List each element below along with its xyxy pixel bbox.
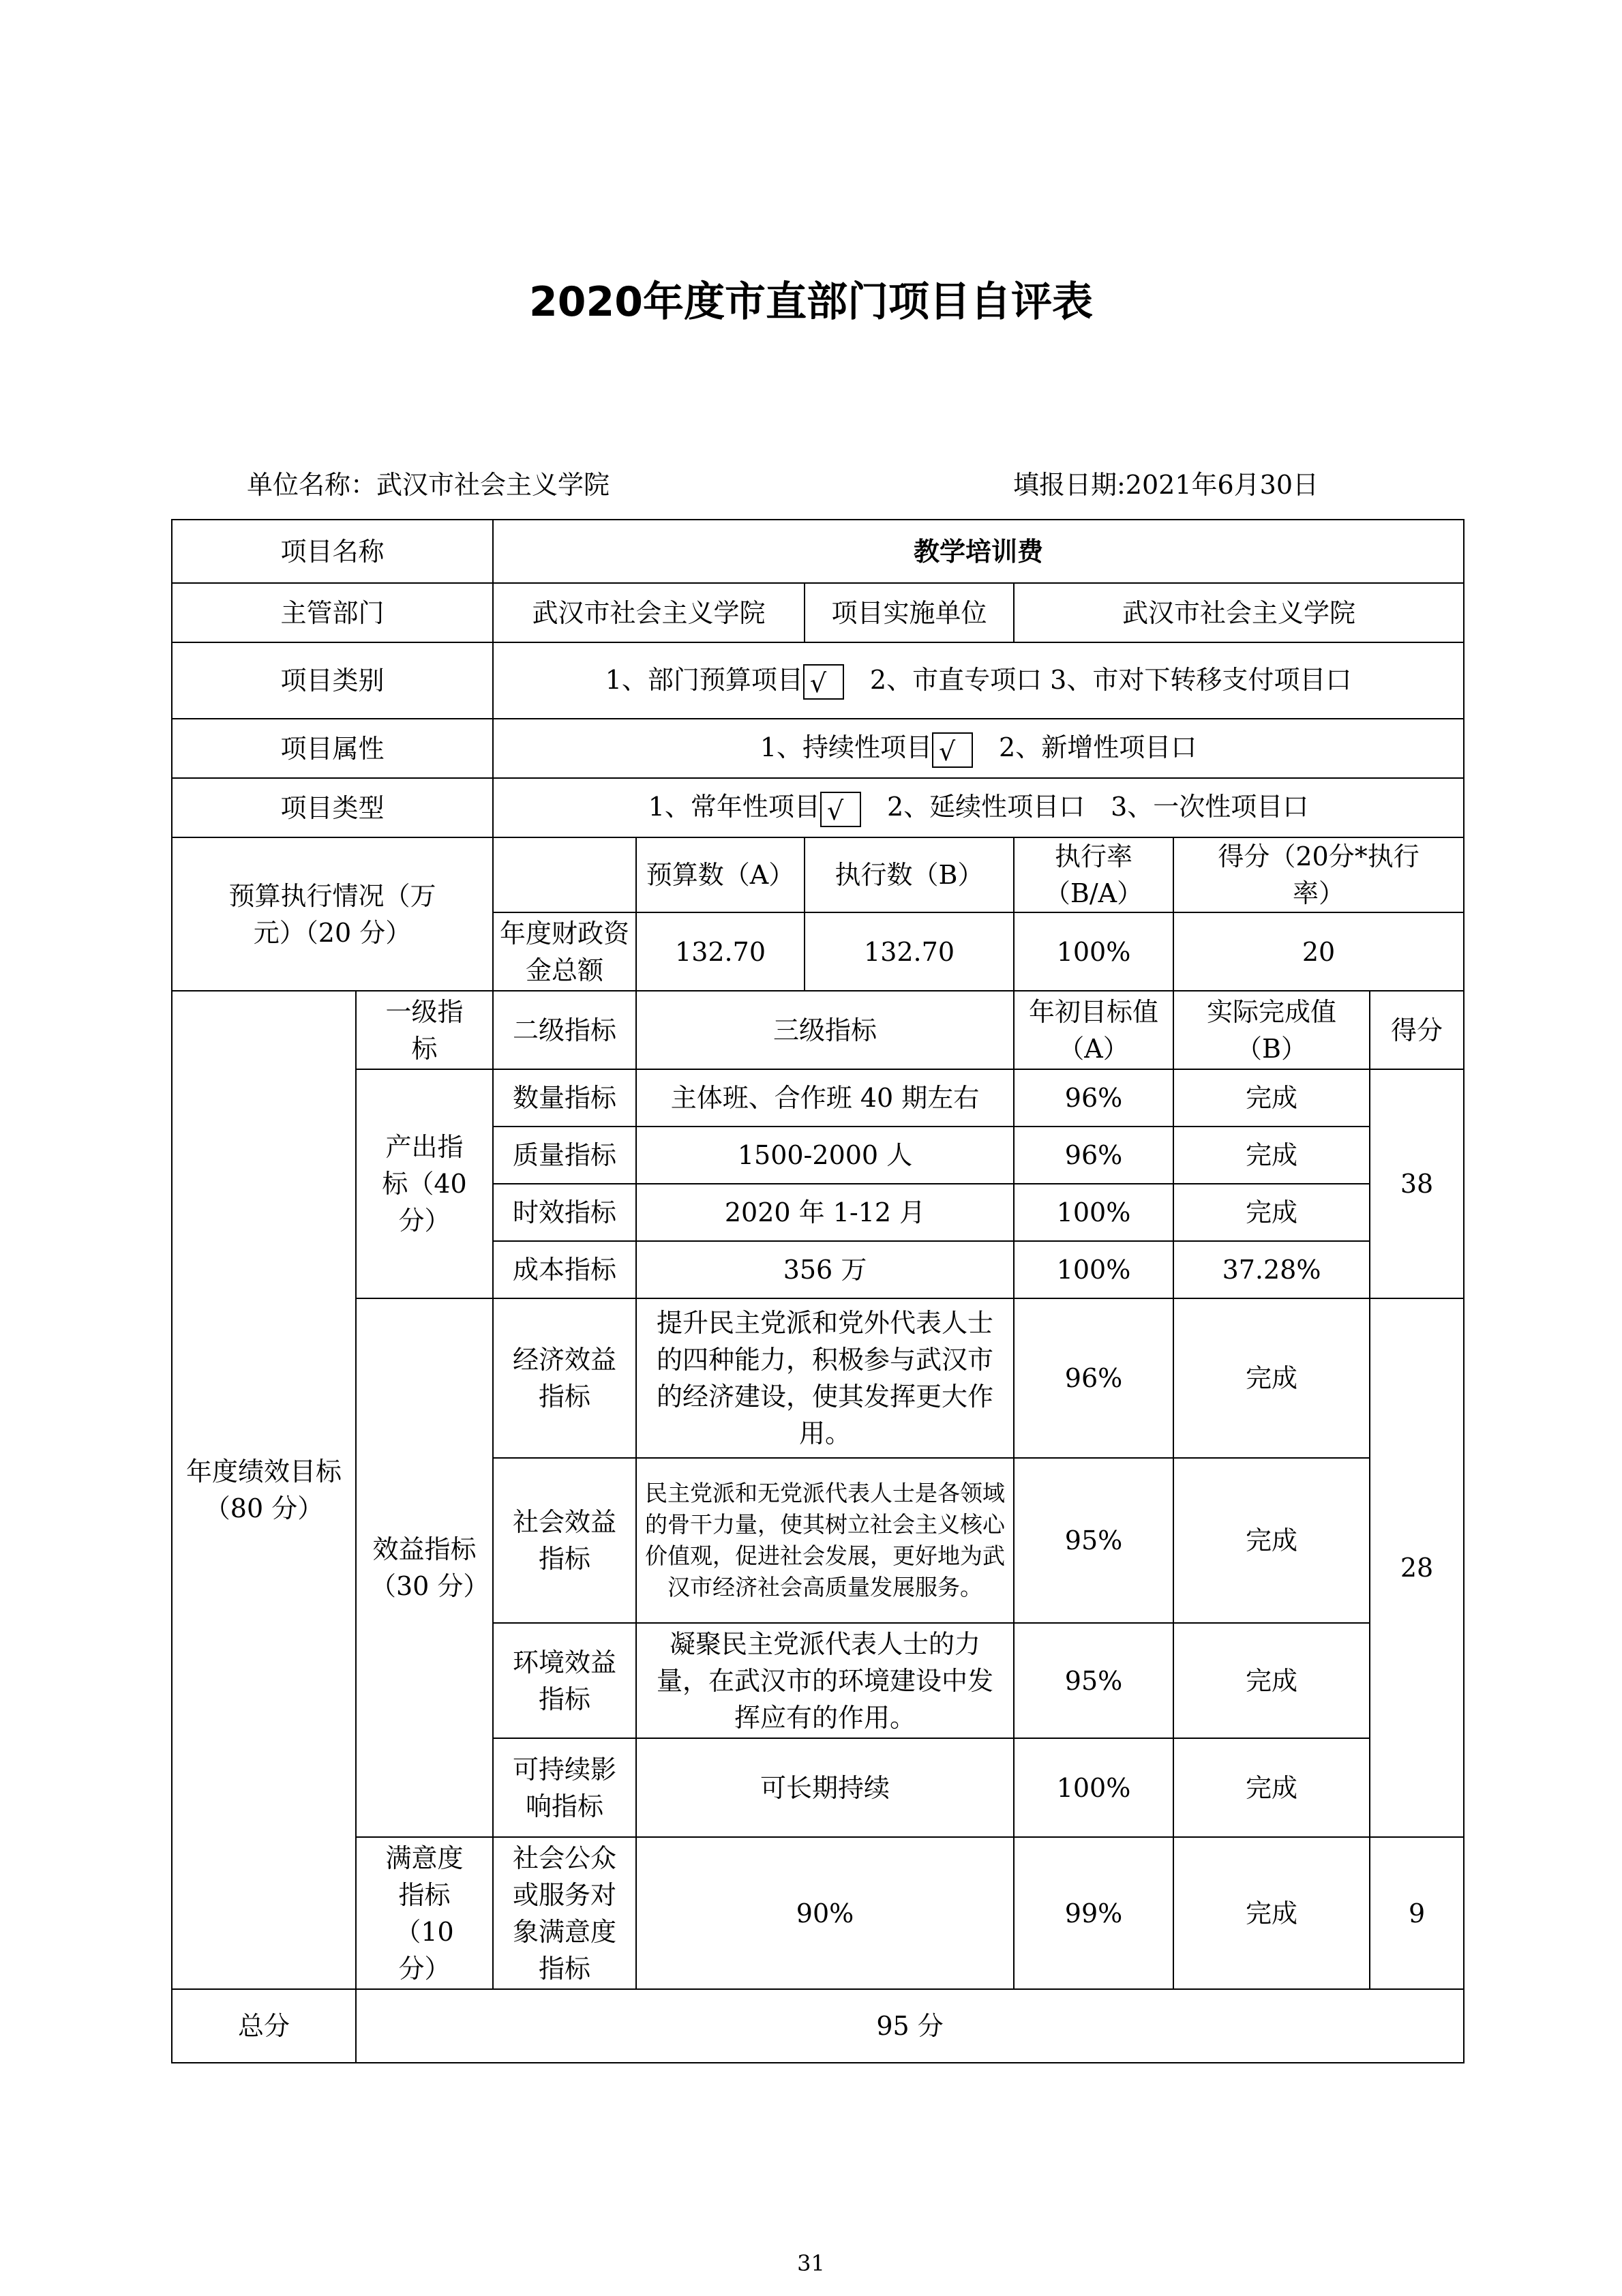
project-name: 教学培训费	[493, 520, 1464, 583]
category-option-1: 1、部门预算项目	[605, 664, 803, 695]
l2-cell: 社会公众或服务对象满意度指标	[493, 1837, 636, 1989]
target-cell: 96%	[1014, 1127, 1173, 1184]
type-options	[493, 778, 1464, 837]
benefit-score: 28	[1370, 1298, 1464, 1837]
target-cell: 95%	[1014, 1458, 1173, 1623]
l2-cell: 环境效益指标	[493, 1623, 636, 1738]
attribute-option-1: 1、持续性项目	[760, 732, 933, 763]
evaluation-table	[171, 519, 1465, 2063]
table-row	[172, 583, 1464, 642]
impl-value: 武汉市社会主义学院	[1014, 583, 1464, 642]
budget-blank	[493, 837, 636, 912]
budget-col-b: 执行数（B）	[805, 837, 1014, 912]
l3-cell: 90%	[636, 1837, 1014, 1989]
table-row	[172, 1837, 1464, 1989]
actual-cell: 完成	[1173, 1184, 1370, 1241]
table-row	[172, 520, 1464, 583]
attribute-options	[493, 719, 1464, 778]
total-label: 总分	[172, 1989, 356, 2063]
header-l3: 三级指标	[636, 991, 1014, 1069]
total-value: 95 分	[356, 1989, 1464, 2063]
checkbox-checked: √	[820, 792, 861, 827]
perf-label: 年度绩效目标（80 分）	[172, 991, 356, 1989]
l3-cell: 民主党派和无党派代表人士是各领域的骨干力量，使其树立社会主义核心价值观，促进社会发展，更好地为武汉市经济社会高质量发展服务。	[636, 1458, 1014, 1623]
type-label: 项目类型	[172, 778, 493, 837]
type-other-options: 2、延续性项目口 3、一次性项目口	[886, 792, 1309, 822]
actual-cell: 完成	[1173, 1127, 1370, 1184]
l2-cell: 数量指标	[493, 1069, 636, 1127]
checkbox-checked: √	[932, 732, 973, 768]
page-number: 31	[797, 2250, 825, 2276]
header-l1: 一级指标	[356, 991, 493, 1069]
table-row	[172, 719, 1464, 778]
target-cell: 100%	[1014, 1241, 1173, 1298]
actual-cell: 37.28%	[1173, 1241, 1370, 1298]
target-cell: 99%	[1014, 1837, 1173, 1989]
l2-cell: 质量指标	[493, 1127, 636, 1184]
header-target: 年初目标值（A）	[1014, 991, 1173, 1069]
project-name-label: 项目名称	[172, 520, 493, 583]
type-option-1: 1、常年性项目	[648, 792, 820, 822]
table-row	[172, 991, 1464, 1069]
output-score: 38	[1370, 1069, 1464, 1298]
target-cell: 96%	[1014, 1298, 1173, 1458]
satisfaction-score: 9	[1370, 1837, 1464, 1989]
satisfaction-label: 满意度指标（10 分）	[356, 1837, 493, 1989]
dept-label: 主管部门	[172, 583, 493, 642]
actual-cell: 完成	[1173, 1738, 1370, 1837]
header-score: 得分	[1370, 991, 1464, 1069]
target-cell: 96%	[1014, 1069, 1173, 1127]
target-cell: 100%	[1014, 1184, 1173, 1241]
l2-cell: 经济效益指标	[493, 1298, 636, 1458]
actual-cell: 完成	[1173, 1458, 1370, 1623]
l2-cell: 成本指标	[493, 1241, 636, 1298]
fill-date: 填报日期:2021年6月30日	[1013, 470, 1319, 500]
header-actual: 实际完成值（B）	[1173, 991, 1370, 1069]
budget-col-a: 预算数（A）	[636, 837, 805, 912]
category-label: 项目类别	[172, 642, 493, 719]
l2-cell: 时效指标	[493, 1184, 636, 1241]
table-row	[172, 1298, 1464, 1458]
l2-cell: 社会效益指标	[493, 1458, 636, 1623]
unit-name: 单位名称：武汉市社会主义学院	[247, 470, 610, 500]
header-l2: 二级指标	[493, 991, 636, 1069]
attribute-other-options: 2、新增性项目口	[999, 732, 1197, 763]
benefit-label: 效益指标（30 分）	[356, 1298, 493, 1837]
page-title: 2020年度市直部门项目自评表	[529, 278, 1093, 326]
category-other-options: 2、市直专项口 3、市对下转移支付项目口	[869, 664, 1352, 695]
output-label: 产出指标（40 分）	[356, 1069, 493, 1298]
l3-cell: 主体班、合作班 40 期左右	[636, 1069, 1014, 1127]
actual-cell: 完成	[1173, 1298, 1370, 1458]
dept-value: 武汉市社会主义学院	[493, 583, 805, 642]
table-row	[172, 1989, 1464, 2063]
l2-cell: 可持续影响指标	[493, 1738, 636, 1837]
table-row	[172, 837, 1464, 912]
table-row	[172, 642, 1464, 719]
budget-a: 132.70	[636, 912, 805, 991]
budget-label: 预算执行情况（万元）（20 分）	[172, 837, 493, 991]
actual-cell: 完成	[1173, 1837, 1370, 1989]
l3-cell: 356 万	[636, 1241, 1014, 1298]
l3-cell: 凝聚民主党派代表人士的力量，在武汉市的环境建设中发挥应有的作用。	[636, 1623, 1014, 1738]
budget-rate: 100%	[1014, 912, 1173, 991]
target-cell: 95%	[1014, 1623, 1173, 1738]
l3-cell: 提升民主党派和党外代表人士的四种能力，积极参与武汉市的经济建设，使其发挥更大作用。	[636, 1298, 1014, 1458]
l3-cell: 2020 年 1-12 月	[636, 1184, 1014, 1241]
budget-b: 132.70	[805, 912, 1014, 991]
budget-row-label: 年度财政资金总额	[493, 912, 636, 991]
impl-label: 项目实施单位	[805, 583, 1014, 642]
actual-cell: 完成	[1173, 1069, 1370, 1127]
checkbox-checked: √	[803, 664, 844, 700]
table-row	[172, 1069, 1464, 1127]
l3-cell: 可长期持续	[636, 1738, 1014, 1837]
budget-col-rate: 执行率（B/A）	[1014, 837, 1173, 912]
budget-score: 20	[1173, 912, 1464, 991]
target-cell: 100%	[1014, 1738, 1173, 1837]
attribute-label: 项目属性	[172, 719, 493, 778]
l3-cell: 1500-2000 人	[636, 1127, 1014, 1184]
table-row	[172, 778, 1464, 837]
budget-col-score: 得分（20分*执行率）	[1173, 837, 1464, 912]
category-options	[493, 642, 1464, 719]
actual-cell: 完成	[1173, 1623, 1370, 1738]
